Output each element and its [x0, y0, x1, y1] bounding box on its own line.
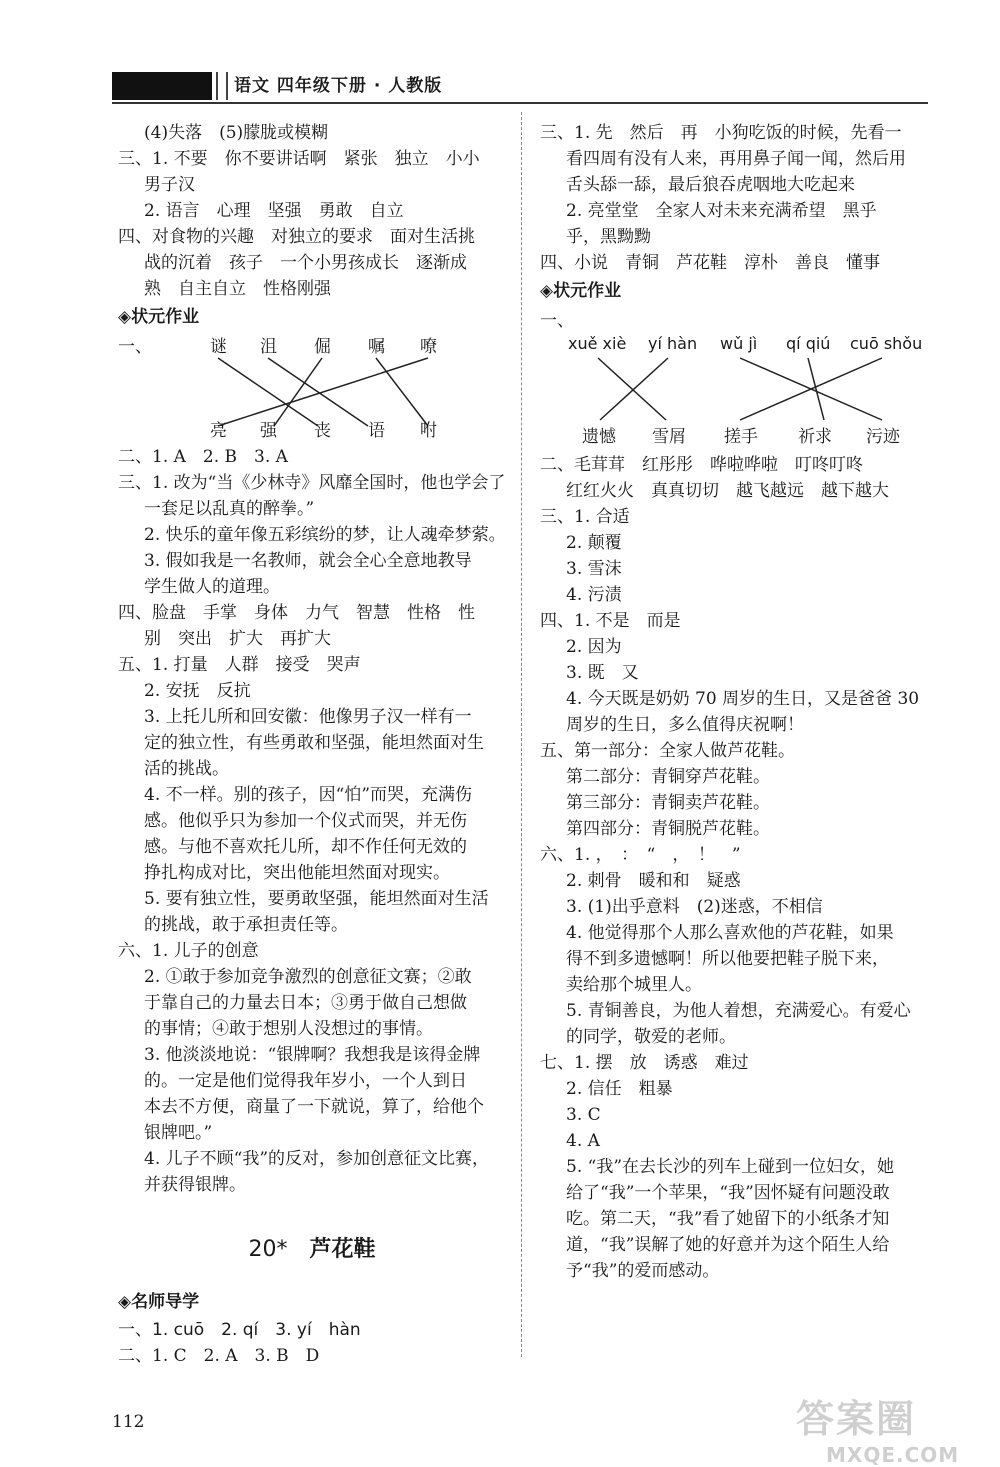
answer-line: 四、脸盘 手掌 身体 力气 智慧 性格 性 — [118, 603, 475, 623]
match-top-word: 嘱 — [368, 337, 385, 357]
answer-line: 周岁的生日，多么值得庆祝啊！ — [566, 715, 804, 735]
answer-line: 5. 青铜善良，为他人着想，充满爱心。有爱心 — [566, 1001, 911, 1021]
answer-line: 道，“我”误解了她的好意并为这个陌生人给 — [566, 1235, 890, 1255]
matching-exercise — [540, 306, 932, 446]
answer-line: 2. 颠覆 — [566, 533, 622, 553]
answer-line: 3. 雪沫 — [566, 559, 622, 579]
match-top-pinyin: qí qiú — [786, 334, 831, 353]
answer-line: 3. (1)出乎意料 (2)迷惑，不相信 — [566, 897, 823, 917]
match-bottom-word: 丧 — [314, 421, 331, 441]
section-heading — [118, 302, 506, 332]
answer-line: 二、毛茸茸 红彤彤 哗啦哗啦 叮咚叮咚 — [540, 455, 863, 475]
answer-line: 二、1. C 2. A 3. B D — [118, 1346, 320, 1366]
answer-line: 三、1. 合适 — [540, 507, 630, 527]
answer-line: 给了“我”一个苹果，“我”因怀疑有问题没敢 — [566, 1183, 890, 1203]
answer-line: 的事情；④敢于想别人没想过的事情。 — [144, 1019, 433, 1039]
section-title: 名师导学 — [131, 1292, 200, 1312]
answer-line: 3. 上托儿所和回安徽：他像男子汉一样有一 — [144, 707, 472, 727]
left-column — [118, 120, 506, 1369]
answer-line: 看四周有没有人来，再用鼻子闻一闻，然后用 — [566, 149, 906, 169]
answer-line: 吃。第二天，“我”看了她留下的小纸条才知 — [566, 1209, 890, 1229]
match-bottom-word: 亮 — [210, 421, 227, 441]
section-heading — [118, 1287, 506, 1317]
diamond-icon: ◈ — [540, 281, 554, 301]
match-top-word: 嘹 — [420, 337, 437, 357]
answer-line: 的挑战，敢于承担责任等。 — [144, 915, 348, 935]
answer-line: 的同学，敬爱的老师。 — [566, 1027, 736, 1047]
chapter-number: 20* — [248, 1237, 288, 1262]
answer-line: 五、1. 打量 人群 接受 哭声 — [118, 655, 361, 675]
answer-line: 2. 快乐的童年像五彩缤纷的梦，让人魂牵梦萦。 — [144, 525, 506, 545]
match-bottom-word: 遗憾 — [582, 427, 616, 447]
answer-line: 学生做人的道理。 — [144, 577, 280, 597]
answer-line: 2. 信任 粗暴 — [566, 1079, 673, 1099]
answer-line: 男子汉 — [144, 175, 195, 195]
exercise-label: 一、 — [118, 337, 152, 357]
answer-line: 感。他似乎只为参加一个仪式而哭，并无伤 — [144, 811, 467, 831]
header-ticks — [216, 72, 228, 100]
answer-line: 3. C — [566, 1105, 601, 1125]
answer-line: (4)失落 (5)朦胧或模糊 — [144, 123, 329, 143]
match-top-pinyin: yí hàn — [648, 334, 698, 353]
right-column — [540, 120, 932, 1284]
answer-line: 一套足以乱真的醉拳。” — [144, 499, 315, 519]
answer-line: 2. 因为 — [566, 637, 622, 657]
answer-line: 本去不方便，商量了一下就说，算了，给他个 — [144, 1097, 484, 1117]
section-title: 状元作业 — [553, 281, 622, 301]
answer-line: 乎，黑黝黝 — [566, 227, 651, 247]
answer-line: 2. 语言 心理 坚强 勇敢 自立 — [144, 201, 404, 221]
match-top-word: 谜 — [210, 337, 227, 357]
answer-line: 5. “我”在去长沙的列车上碰到一位妇女，她 — [566, 1157, 895, 1177]
answer-line: 四、对食物的兴趣 对独立的要求 面对生活挑 — [118, 227, 475, 247]
answer-line: 4. 不一样。别的孩子，因“怕”而哭，充满伤 — [144, 785, 473, 805]
answer-line: 4. A — [566, 1131, 600, 1151]
answer-line: 4. 今天既是奶奶 70 周岁的生日，又是爸爸 30 — [566, 689, 920, 709]
chapter-title: 芦花鞋 — [309, 1237, 376, 1262]
answer-line: 3. 他淡淡地说：“银牌啊？我想我是该得金牌 — [144, 1045, 481, 1065]
match-bottom-word: 污迹 — [866, 427, 900, 447]
answer-line: 于靠自己的力量去日本；③勇于做自己想做 — [144, 993, 467, 1013]
answer-line: 2. ①敢于参加竞争激烈的创意征文赛；②敢 — [144, 967, 472, 987]
answer-line: 四、1. 不是 而是 — [540, 611, 681, 631]
match-top-pinyin: xuě xiè — [568, 334, 627, 353]
header-title: 语文 四年级下册 · 人教版 — [234, 76, 443, 96]
answer-line: 活的挑战。 — [144, 759, 229, 779]
answer-line: 三、1. 先 然后 再 小狗吃饭的时候，先看一 — [540, 123, 902, 143]
match-top-word: 沮 — [260, 337, 277, 357]
answer-line: 卖给那个城里人。 — [566, 975, 702, 995]
header-bar — [112, 72, 212, 100]
match-bottom-word: 搓手 — [724, 427, 758, 447]
answer-line: 3. 假如我是一名教师，就会全心全意地教导 — [144, 551, 472, 571]
answer-line: 4. 污渍 — [566, 585, 622, 605]
exercise-label: 一、 — [540, 311, 574, 331]
answer-line: 银牌吧。” — [144, 1123, 213, 1143]
answer-line: 二、1. A 2. B 3. A — [118, 447, 288, 467]
answer-line: 挣扎构成对比，突出他能坦然面对现实。 — [144, 863, 450, 883]
answer-line: 战的沉着 孩子 一个小男孩成长 逐渐成 — [144, 253, 467, 273]
answer-line: 得不到多遗憾啊！所以他要把鞋子脱下来， — [566, 949, 889, 969]
answer-line: 三、1. 不要 你不要讲话啊 紧张 独立 小小 — [118, 149, 480, 169]
answer-line: 熟 自主自立 性格刚强 — [144, 279, 331, 299]
match-top-pinyin: wǔ jì — [720, 334, 758, 353]
header-rule — [112, 102, 928, 104]
answer-line: 六、1. ， ： “ ， ！ ” — [540, 845, 741, 865]
match-bottom-word: 强 — [260, 421, 277, 441]
answer-line: 三、1. 改为“当《少林寺》风靡全国时，他也学会了 — [118, 473, 506, 493]
match-top-pinyin: cuō shǒu — [850, 334, 923, 353]
answer-line: 4. 他觉得那个人那么喜欢他的芦花鞋，如果 — [566, 923, 894, 943]
match-bottom-word: 咐 — [420, 421, 437, 441]
match-top-word: 倔 — [314, 337, 331, 357]
answer-line: 五、第一部分：全家人做芦花鞋。 — [540, 741, 795, 761]
answer-line: 2. 刺骨 暖和和 疑惑 — [566, 871, 741, 891]
answer-line: 5. 要有独立性，要勇敢坚强，能坦然面对生活 — [144, 889, 489, 909]
answer-line: 的。一定是他们觉得我年岁小，一个人到日 — [144, 1071, 467, 1091]
answer-line: 2. 安抚 反抗 — [144, 681, 251, 701]
chapter-heading — [118, 1232, 506, 1263]
answer-line: 2. 亮堂堂 全家人对未来充满希望 黑乎 — [566, 201, 877, 221]
answer-line: 定的独立性，有些勇敢和坚强，能坦然面对生 — [144, 733, 484, 753]
answer-line: 舌头舔一舔，最后狼吞虎咽地大吃起来 — [566, 175, 855, 195]
answer-line: 并获得银牌。 — [144, 1175, 246, 1195]
answer-line: 3. 既 又 — [566, 663, 639, 683]
match-bottom-word: 语 — [368, 421, 385, 441]
answer-line: 四、小说 青铜 芦花鞋 淳朴 善良 懂事 — [540, 253, 880, 273]
answer-line: 别 突出 扩大 再扩大 — [144, 629, 331, 649]
answer-line: 第三部分：青铜卖芦花鞋。 — [566, 793, 770, 813]
answer-line: 4. 儿子不顾“我”的反对，参加创意征文比赛， — [144, 1149, 490, 1169]
answer-line: 第四部分：青铜脱芦花鞋。 — [566, 819, 770, 839]
diamond-icon: ◈ — [118, 307, 132, 327]
answer-line: 七、1. 摆 放 诱惑 难过 — [540, 1053, 749, 1073]
answer-line: 予“我”的爱而感动。 — [566, 1261, 720, 1281]
answer-line: 第二部分：青铜穿芦花鞋。 — [566, 767, 770, 787]
watermark-site: MXQE.COM — [826, 1443, 960, 1467]
section-heading — [540, 276, 932, 306]
answer-line: 红红火火 真真切切 越飞越远 越下越大 — [566, 481, 889, 501]
match-bottom-word: 雪屑 — [652, 427, 686, 447]
column-divider — [521, 112, 522, 1357]
match-lines — [118, 332, 506, 444]
page-number: 112 — [112, 1412, 145, 1432]
match-bottom-word: 祈求 — [798, 427, 832, 447]
watermark — [796, 1388, 980, 1467]
watermark-logo: 答案圈 — [796, 1397, 917, 1441]
diamond-icon: ◈ — [118, 1292, 132, 1312]
answer-line: 一、1. cuō 2. qí 3. yí hàn — [118, 1320, 361, 1340]
matching-exercise — [118, 332, 506, 444]
answer-line: 感。与他不喜欢托儿所，却不作任何无效的 — [144, 837, 467, 857]
section-title: 状元作业 — [131, 307, 200, 327]
answer-line: 六、1. 儿子的创意 — [118, 941, 259, 961]
